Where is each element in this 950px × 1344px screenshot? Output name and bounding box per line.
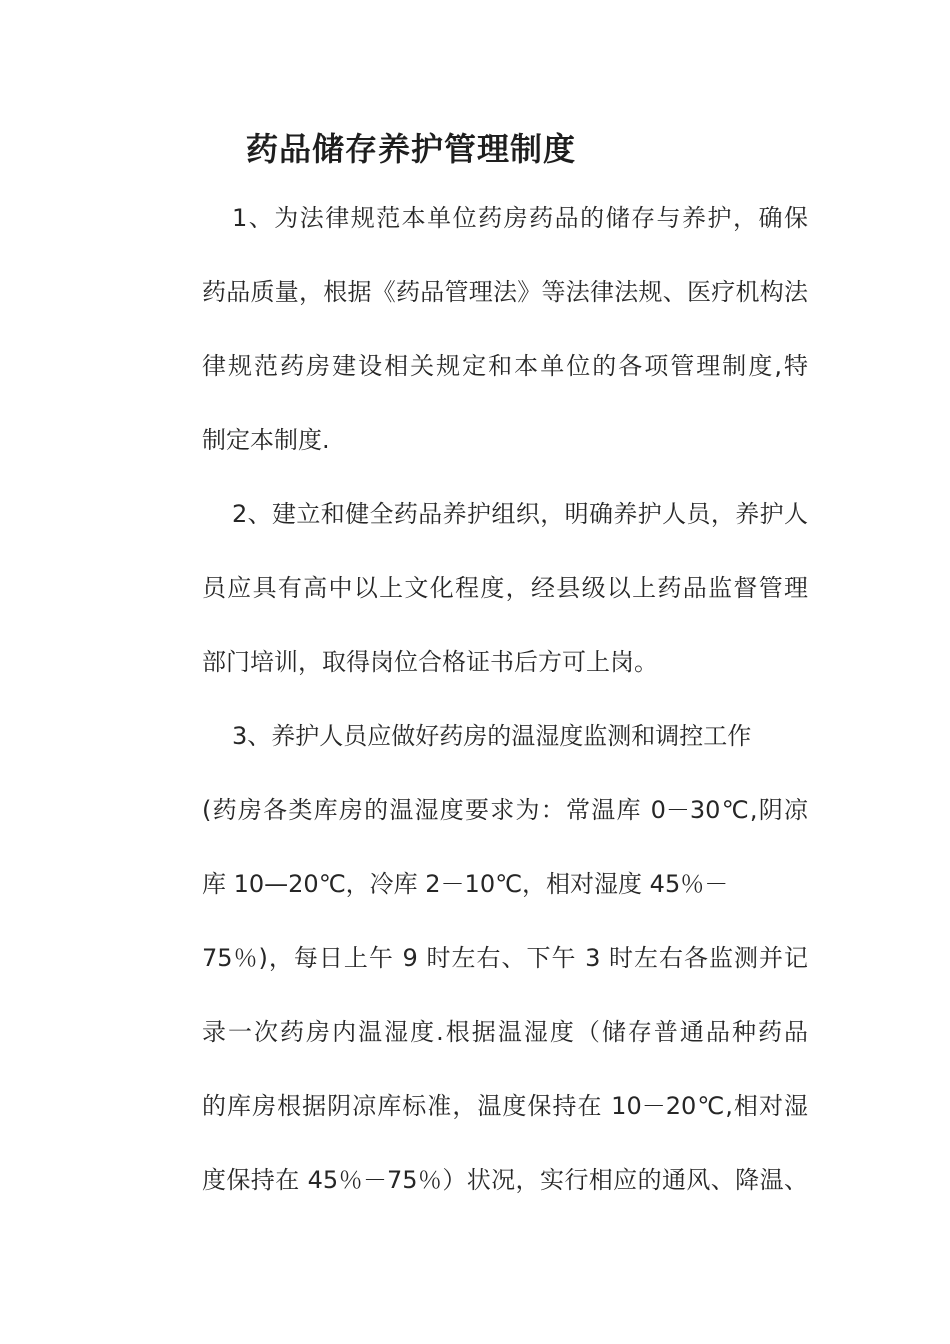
paragraph-3-line-4: 75％)，每日上午 9 时左右、下午 3 时左右各监测并记: [202, 944, 808, 972]
paragraph-3-line-5: 录一次药房内温湿度.根据温湿度（储存普通品种药品: [202, 1018, 808, 1046]
document-body: [202, 192, 808, 1228]
paragraph-2-line-3: 部门培训，取得岗位合格证书后方可上岗。: [202, 648, 658, 676]
paragraph-3-line-6: 的库房根据阴凉库标准，温度保持在 10－20℃,相对湿: [202, 1092, 808, 1120]
paragraph-1-line-4: 制定本制度.: [202, 426, 330, 454]
paragraph-3-line-3: 库 10—20℃，冷库 2－10℃，相对湿度 45％－: [202, 870, 729, 898]
paragraph-2-line-1: 2、建立和健全药品养护组织，明确养护人员，养护人: [232, 500, 808, 528]
paragraph-3-line-2: (药房各类库房的温湿度要求为：常温库 0－30℃,阴凉: [202, 796, 808, 824]
paragraph-3-line-7: 度保持在 45％－75％）状况，实行相应的通风、降温、: [202, 1166, 808, 1194]
document-title: 药品储存养护管理制度: [246, 130, 577, 168]
paragraph-1-line-3: 律规范药房建设相关规定和本单位的各项管理制度,特: [202, 352, 808, 380]
paragraph-1-line-2: 药品质量，根据《药品管理法》等法律法规、医疗机构法: [202, 278, 808, 306]
paragraph-1-line-1: 1、为法律规范本单位药房药品的储存与养护，确保: [232, 204, 808, 232]
paragraph-2-line-2: 员应具有高中以上文化程度，经县级以上药品监督管理: [202, 574, 808, 602]
paragraph-3-line-1: 3、养护人员应做好药房的温湿度监测和调控工作: [232, 722, 752, 750]
